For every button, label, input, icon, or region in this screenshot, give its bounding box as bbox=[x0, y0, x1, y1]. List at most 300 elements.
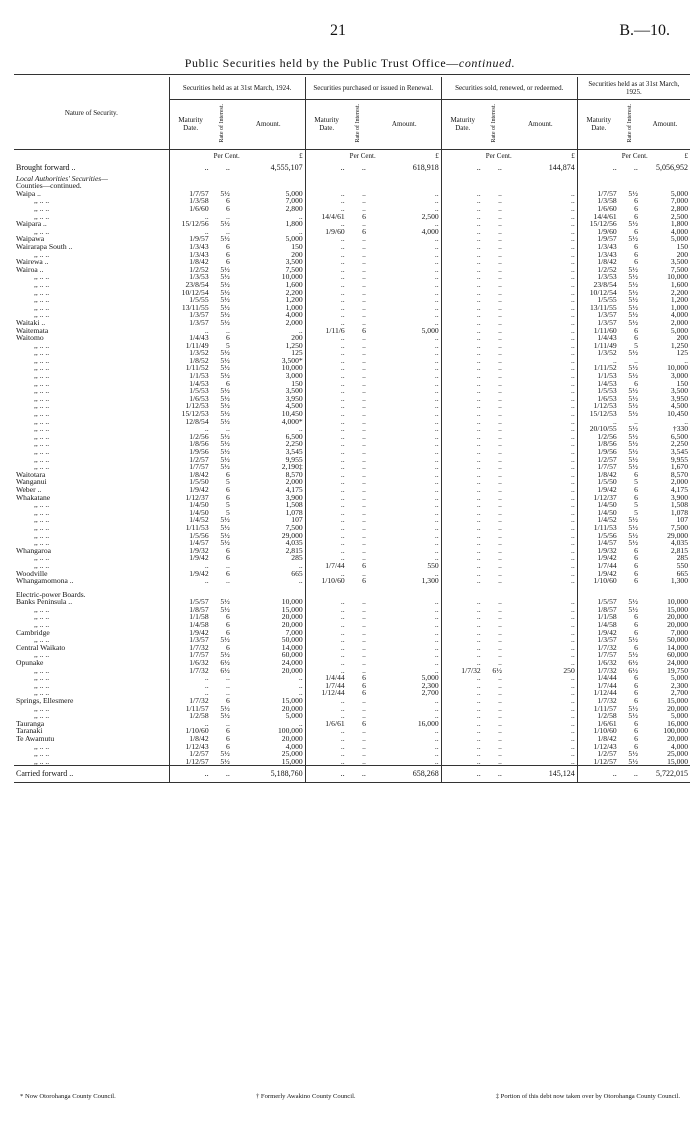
footnote-star: * Now Otorohanga County Council. bbox=[20, 1093, 116, 1100]
maturity-date-cell: .. bbox=[340, 310, 345, 320]
security-name-text: ,, .. .. bbox=[34, 538, 50, 548]
maturity-date-cell: 1/9/42 bbox=[597, 627, 617, 637]
security-name-text: Woodville bbox=[16, 568, 48, 578]
maturity-date-cell: 1/8/42 bbox=[597, 733, 617, 743]
rate-cell: .. bbox=[498, 484, 502, 494]
maturity-date-cell: 1/11/57 bbox=[185, 703, 209, 713]
rate-cell: 6 bbox=[226, 378, 230, 388]
maturity-date-cell: .. bbox=[476, 538, 481, 548]
amount-cell: .. bbox=[232, 720, 305, 728]
rate-cell: .. bbox=[498, 196, 502, 206]
amount-cell: .. bbox=[504, 334, 577, 342]
rate-cell: 6 bbox=[634, 560, 638, 570]
maturity-date-cell: .. bbox=[476, 642, 481, 652]
security-name-text: ,, .. .. bbox=[34, 409, 50, 419]
amount-cell: .. bbox=[504, 425, 577, 433]
rate-cell: .. bbox=[498, 340, 502, 350]
security-name-text: Tauranga bbox=[16, 718, 45, 728]
maturity-date-cell: 1/8/42 bbox=[189, 469, 209, 479]
security-name-text: ,, .. .. bbox=[34, 371, 50, 381]
maturity-date-cell: .. bbox=[340, 272, 345, 282]
security-name-text: ,, .. .. bbox=[34, 530, 50, 540]
rate-cell: .. bbox=[362, 409, 366, 419]
rate-cell: 5½ bbox=[220, 348, 230, 358]
maturity-date-cell: .. bbox=[340, 188, 345, 198]
maturity-date-cell: .. bbox=[476, 741, 481, 751]
maturity-date-cell: 1/3/57 bbox=[189, 317, 209, 327]
amount-header: Amount. bbox=[640, 100, 690, 150]
maturity-date-cell: .. bbox=[476, 279, 481, 289]
amount-cell: .. bbox=[504, 539, 577, 547]
rate-cell: 6 bbox=[634, 204, 638, 213]
carried-forward-row bbox=[14, 766, 690, 783]
security-row bbox=[14, 364, 690, 372]
amount-cell: 1,250 bbox=[670, 340, 688, 350]
security-name-text: ,, .. .. bbox=[34, 604, 50, 614]
security-name-text: ,, .. .. bbox=[34, 703, 50, 713]
amount-cell: .. bbox=[368, 380, 441, 388]
amount-cell: 16,000 bbox=[368, 720, 441, 728]
amount-cell: .. bbox=[504, 205, 577, 213]
amount-cell: 5,000 bbox=[232, 235, 305, 243]
maturity-date-cell: 1/4/53 bbox=[189, 378, 209, 388]
security-name-text: ,, .. .. bbox=[34, 279, 50, 289]
amount-cell: 4,000 bbox=[368, 228, 441, 236]
maturity-date-cell: .. bbox=[340, 454, 345, 464]
rate-cell: 5½ bbox=[628, 363, 638, 373]
rate-cell: .. bbox=[362, 741, 366, 751]
amount-cell: 4,500 bbox=[232, 402, 305, 410]
security-row bbox=[14, 494, 690, 502]
amount-cell: .. bbox=[368, 743, 441, 751]
maturity-date-cell: 1/9/32 bbox=[189, 545, 209, 555]
security-row bbox=[14, 190, 690, 198]
maturity-date-cell: .. bbox=[476, 272, 481, 282]
units-label-cell bbox=[14, 149, 169, 161]
amount-cell: 8,570 bbox=[232, 471, 305, 479]
rate-cell: 5½ bbox=[628, 635, 638, 645]
maturity-date-cell: .. bbox=[476, 386, 481, 396]
amount-cell: .. bbox=[232, 562, 305, 570]
amount-cell: 3,950 bbox=[670, 393, 688, 403]
maturity-date-cell: 1/7/32 bbox=[461, 665, 481, 675]
amount-cell: 60,000 bbox=[232, 651, 305, 659]
security-name-text: ,, .. .. bbox=[34, 249, 50, 259]
amount-cell: .. bbox=[504, 486, 577, 494]
rate-cell: .. bbox=[362, 363, 366, 373]
rate-cell: .. bbox=[362, 462, 366, 472]
security-row bbox=[14, 735, 690, 743]
amount-cell: 2,800 bbox=[670, 204, 688, 213]
nature-header: Nature of Security. bbox=[14, 77, 169, 149]
amount-cell: 4,000 bbox=[670, 741, 688, 751]
rate-cell: 5½ bbox=[628, 522, 638, 532]
rate-cell: 5½ bbox=[220, 538, 230, 548]
rate-cell: .. bbox=[226, 688, 230, 698]
security-row bbox=[14, 319, 690, 327]
maturity-date-cell: .. bbox=[476, 416, 481, 426]
maturity-date-cell: 1/11/49 bbox=[185, 340, 209, 350]
empty-cell bbox=[484, 175, 504, 183]
maturity-date-cell: .. bbox=[340, 439, 345, 449]
rate-cell: .. bbox=[498, 409, 502, 419]
rate-cell: 6 bbox=[634, 257, 638, 267]
security-name-text: ,, .. .. bbox=[34, 386, 50, 396]
maturity-date-cell: 1/9/56 bbox=[189, 447, 209, 456]
rate-cell: .. bbox=[498, 726, 502, 736]
amount-cell: .. bbox=[504, 448, 577, 456]
amount-cell: .. bbox=[504, 296, 577, 304]
page-number: 21 bbox=[330, 22, 346, 39]
security-name-text: Waitaki .. bbox=[16, 317, 46, 327]
rate-cell: 5½ bbox=[220, 530, 230, 540]
rate-cell: 5½ bbox=[220, 431, 230, 441]
rate-cell: .. bbox=[362, 257, 366, 267]
security-row bbox=[14, 380, 690, 388]
rate-cell: 5½ bbox=[628, 447, 638, 456]
unit-amount-label: £ bbox=[368, 149, 441, 161]
total-amount-cell: 4,555,107 bbox=[232, 161, 305, 175]
amount-cell: 4,175 bbox=[670, 484, 688, 494]
amount-cell: .. bbox=[504, 532, 577, 540]
rate-cell: 6 bbox=[362, 211, 366, 221]
amount-cell: .. bbox=[504, 570, 577, 578]
rate-cell: .. bbox=[498, 279, 502, 289]
rate-cell: .. bbox=[498, 469, 502, 479]
amount-cell: 125 bbox=[676, 348, 688, 358]
amount-cell: .. bbox=[368, 524, 441, 532]
maturity-date-cell: 1/7/32 bbox=[597, 665, 617, 675]
rate-cell: 5½ bbox=[628, 348, 638, 358]
amount-cell: .. bbox=[368, 712, 441, 720]
amount-cell: 15,000 bbox=[232, 606, 305, 614]
maturity-date-cell: .. bbox=[476, 469, 481, 479]
security-name-text: ,, .. .. bbox=[34, 688, 50, 698]
amount-cell: 20,000 bbox=[232, 705, 305, 713]
amount-cell: 1,200 bbox=[670, 295, 688, 305]
rate-cell: 5½ bbox=[220, 219, 230, 229]
security-row bbox=[14, 471, 690, 479]
maturity-date-cell: 1/4/57 bbox=[597, 538, 617, 548]
unit-rate-label: Per Cent. bbox=[621, 151, 648, 160]
maturity-date-cell: 1/12/57 bbox=[185, 756, 209, 766]
amount-cell: .. bbox=[504, 289, 577, 297]
security-row bbox=[14, 220, 690, 228]
rate-cell: .. bbox=[226, 211, 230, 221]
amount-cell: 1,600 bbox=[232, 281, 305, 289]
rate-cell: .. bbox=[498, 462, 502, 472]
rate-cell: 5½ bbox=[220, 188, 230, 198]
rate-cell: .. bbox=[498, 310, 502, 320]
rate-cell: .. bbox=[361, 162, 366, 172]
security-row bbox=[14, 289, 690, 297]
rate-cell: .. bbox=[362, 264, 366, 274]
security-row bbox=[14, 532, 690, 540]
rate-cell: 6 bbox=[634, 680, 638, 690]
maturity-date-cell: 15/12/53 bbox=[181, 409, 209, 419]
maturity-date-cell: .. bbox=[476, 204, 481, 213]
amount-cell: 15,000 bbox=[667, 604, 688, 614]
empty-cell bbox=[368, 182, 441, 190]
rate-cell: .. bbox=[498, 401, 502, 411]
amount-cell: 3,545 bbox=[670, 447, 688, 456]
rate-cell: 5½ bbox=[628, 401, 638, 411]
rate-cell: 5½ bbox=[220, 234, 230, 244]
amount-cell: .. bbox=[368, 532, 441, 540]
security-row bbox=[14, 621, 690, 629]
rate-cell: 5½ bbox=[220, 371, 230, 381]
rate-cell: .. bbox=[362, 249, 366, 259]
rate-cell: 5½ bbox=[628, 279, 638, 289]
amount-cell: .. bbox=[504, 220, 577, 228]
maturity-date-cell: 1/9/60 bbox=[597, 226, 617, 236]
amount-cell: 5,000 bbox=[670, 711, 688, 721]
rate-of-interest-header bbox=[212, 100, 232, 150]
maturity-date-cell: 1/2/52 bbox=[189, 264, 209, 274]
maturity-date-cell: 1/7/57 bbox=[597, 650, 617, 660]
rate-cell: 6½ bbox=[220, 658, 230, 668]
rate-cell: 6 bbox=[226, 257, 230, 267]
maturity-date-cell: 1/9/42 bbox=[189, 484, 209, 494]
rate-cell: 6 bbox=[226, 733, 230, 743]
amount-cell: 25,000 bbox=[667, 749, 688, 759]
maturity-date-cell: .. bbox=[476, 211, 481, 221]
rate-cell: 6 bbox=[226, 484, 230, 494]
security-row bbox=[14, 750, 690, 758]
security-name-text: Waitotara bbox=[16, 469, 46, 479]
rate-cell: .. bbox=[498, 492, 502, 502]
rate-cell: 6 bbox=[226, 642, 230, 652]
rate-cell: 6 bbox=[226, 249, 230, 259]
maturity-date-cell: .. bbox=[476, 711, 481, 721]
rate-cell: 6 bbox=[226, 696, 230, 705]
rate-cell: 5½ bbox=[628, 515, 638, 525]
security-name-text: Wairewa .. bbox=[16, 257, 49, 267]
maturity-date-cell: 1/8/57 bbox=[189, 604, 209, 614]
security-row bbox=[14, 516, 690, 524]
amount-cell: 2,000 bbox=[232, 319, 305, 327]
rate-cell: 6 bbox=[634, 469, 638, 479]
maturity-date-cell: .. bbox=[340, 507, 345, 517]
rate-cell: .. bbox=[362, 333, 366, 343]
maturity-date-cell: .. bbox=[476, 226, 481, 236]
maturity-date-cell: .. bbox=[169, 766, 212, 783]
amount-cell: 1,800 bbox=[232, 220, 305, 228]
security-name-text: ,, .. .. bbox=[34, 302, 50, 312]
rate-cell: .. bbox=[362, 568, 366, 578]
amount-cell: 50,000 bbox=[232, 636, 305, 644]
rate-cell: 5½ bbox=[628, 711, 638, 721]
amount-cell: .. bbox=[504, 705, 577, 713]
amount-cell: .. bbox=[504, 319, 577, 327]
rate-cell: .. bbox=[362, 287, 366, 297]
maturity-date-cell: 1/12/44 bbox=[593, 688, 617, 698]
security-row bbox=[14, 501, 690, 509]
empty-cell bbox=[640, 175, 690, 183]
maturity-date-cell: .. bbox=[340, 431, 345, 441]
security-name-text: Taranaki bbox=[16, 726, 43, 736]
maturity-date-cell: .. bbox=[476, 484, 481, 494]
amount-cell: 107 bbox=[676, 515, 688, 525]
maturity-date-cell: 1/4/44 bbox=[325, 673, 345, 683]
rate-cell: .. bbox=[498, 741, 502, 751]
maturity-date-cell: 1/11/57 bbox=[593, 703, 617, 713]
amount-cell: 50,000 bbox=[667, 635, 688, 645]
maturity-date-cell: 1/9/42 bbox=[189, 568, 209, 578]
amount-cell: .. bbox=[368, 418, 441, 426]
maturity-date-cell: .. bbox=[476, 340, 481, 350]
maturity-date-cell: .. bbox=[340, 665, 345, 675]
amount-cell: .. bbox=[368, 727, 441, 735]
security-name-text: ,, .. .. bbox=[34, 363, 50, 373]
maturity-date-cell: .. bbox=[340, 612, 345, 622]
security-row bbox=[14, 311, 690, 319]
rate-cell: .. bbox=[498, 500, 502, 510]
security-name-text: Whangamomona .. bbox=[16, 576, 74, 586]
amount-cell: .. bbox=[368, 478, 441, 486]
amount-cell: 2,700 bbox=[670, 688, 688, 698]
maturity-date-cell: .. bbox=[340, 515, 345, 525]
rate-cell: 5½ bbox=[220, 515, 230, 525]
maturity-date-cell: 1/9/42 bbox=[597, 484, 617, 494]
rate-cell: 6 bbox=[634, 226, 638, 236]
security-name-text: ,, .. .. bbox=[34, 401, 50, 411]
maturity-date-cell: .. bbox=[340, 295, 345, 305]
maturity-date-cell: .. bbox=[340, 711, 345, 721]
maturity-date-cell: 1/4/50 bbox=[597, 500, 617, 510]
maturity-date-cell: .. bbox=[476, 302, 481, 312]
security-name-text: Central Waikato bbox=[16, 642, 66, 652]
rate-cell: 5½ bbox=[628, 302, 638, 312]
maturity-date-cell: 1/11/60 bbox=[593, 325, 617, 335]
units-blank-cell bbox=[577, 149, 620, 161]
amount-cell: .. bbox=[368, 501, 441, 509]
security-name-text: ,, .. .. bbox=[34, 348, 50, 358]
footnote-double-dagger: ‡ Portion of this debt now taken over by Otorohanga County Council. bbox=[495, 1093, 680, 1100]
maturity-date-cell: .. bbox=[476, 492, 481, 502]
rate-cell: 5½ bbox=[220, 635, 230, 645]
amount-cell: 9,955 bbox=[232, 456, 305, 464]
security-name-text: ,, .. .. bbox=[34, 711, 50, 721]
maturity-date-cell: 1/3/43 bbox=[597, 241, 617, 251]
amount-cell: 3,900 bbox=[670, 492, 688, 502]
amount-cell: 10,000 bbox=[232, 364, 305, 372]
maturity-date-cell: 1/12/43 bbox=[593, 741, 617, 751]
amount-cell: .. bbox=[504, 387, 577, 395]
amount-cell: .. bbox=[504, 727, 577, 735]
amount-cell: 550 bbox=[368, 562, 441, 570]
rate-cell: 5 bbox=[634, 477, 638, 487]
rate-cell: 5½ bbox=[628, 431, 638, 441]
amount-cell: 7,000 bbox=[670, 627, 688, 637]
units-blank-cell bbox=[169, 149, 212, 161]
maturity-date-cell: .. bbox=[476, 447, 481, 456]
security-row bbox=[14, 547, 690, 555]
maturity-date-cell: 1/6/32 bbox=[597, 658, 617, 668]
amount-cell: .. bbox=[368, 554, 441, 562]
rate-cell: 5½ bbox=[628, 462, 638, 472]
rate-cell: 6 bbox=[634, 673, 638, 683]
maturity-date-cell: .. bbox=[340, 741, 345, 751]
maturity-date-cell: 1/5/53 bbox=[189, 386, 209, 396]
amount-cell: 285 bbox=[676, 553, 688, 563]
security-row bbox=[14, 395, 690, 403]
amount-cell: 4,000* bbox=[232, 418, 305, 426]
security-name-text: ,, .. .. bbox=[34, 226, 50, 236]
rate-cell: .. bbox=[498, 538, 502, 548]
maturity-date-cell: 10/12/54 bbox=[181, 287, 209, 297]
maturity-date-cell: .. bbox=[340, 234, 345, 244]
rate-cell: .. bbox=[362, 635, 366, 645]
amount-cell: 29,000 bbox=[667, 530, 688, 540]
total-amount-cell: 618,918 bbox=[368, 161, 441, 175]
maturity-date-cell: .. bbox=[476, 257, 481, 267]
maturity-date-cell: .. bbox=[340, 257, 345, 267]
maturity-date-cell: .. bbox=[476, 718, 481, 728]
amount-cell: .. bbox=[368, 258, 441, 266]
rate-cell: 5½ bbox=[628, 317, 638, 327]
rate-cell: .. bbox=[498, 234, 502, 244]
maturity-date-cell: .. bbox=[340, 393, 345, 403]
amount-cell: .. bbox=[504, 251, 577, 259]
maturity-date-cell: 14/4/61 bbox=[593, 211, 617, 221]
maturity-date-cell: 1/6/61 bbox=[597, 718, 617, 728]
maturity-date-cell: .. bbox=[476, 545, 481, 555]
amount-cell: 10,000 bbox=[232, 273, 305, 281]
amount-cell: 200 bbox=[676, 249, 688, 259]
rate-cell: .. bbox=[498, 431, 502, 441]
security-row bbox=[14, 613, 690, 621]
maturity-date-cell: 1/10/60 bbox=[185, 726, 209, 736]
maturity-date-cell: .. bbox=[340, 462, 345, 472]
rate-cell: 6 bbox=[226, 568, 230, 578]
rate-cell: .. bbox=[498, 673, 502, 683]
rate-cell: 6 bbox=[634, 726, 638, 736]
rate-cell: .. bbox=[498, 560, 502, 570]
amount-cell: 200 bbox=[676, 333, 688, 343]
security-name-text: ,, .. .. bbox=[34, 355, 50, 365]
rate-cell: 5½ bbox=[628, 188, 638, 198]
rate-cell: .. bbox=[362, 612, 366, 622]
maturity-date-cell: 1/8/42 bbox=[597, 257, 617, 267]
maturity-date-cell: .. bbox=[340, 317, 345, 327]
rate-cell: 6 bbox=[226, 204, 230, 213]
rate-cell: .. bbox=[226, 226, 230, 236]
rate-cell: 5½ bbox=[628, 393, 638, 403]
subsection-heading-row bbox=[14, 591, 690, 599]
maturity-date-cell: .. bbox=[476, 612, 481, 622]
rate-cell: 5½ bbox=[628, 409, 638, 419]
rate-cell: 5½ bbox=[220, 355, 230, 365]
security-row bbox=[14, 258, 690, 266]
maturity-date-cell: 1/8/56 bbox=[189, 439, 209, 449]
rate-cell: .. bbox=[362, 733, 366, 743]
rate-cell: 5½ bbox=[220, 604, 230, 614]
maturity-date-cell: 1/7/57 bbox=[597, 462, 617, 472]
security-name-text: Whakatane bbox=[16, 492, 51, 502]
amount-cell: .. bbox=[504, 273, 577, 281]
brought-forward-row bbox=[14, 161, 690, 175]
rate-cell: 6 bbox=[634, 576, 638, 586]
amount-cell: .. bbox=[504, 758, 577, 766]
security-name-text: ,, .. .. bbox=[34, 340, 50, 350]
amount-cell: .. bbox=[368, 697, 441, 705]
rate-cell: .. bbox=[362, 386, 366, 396]
maturity-date-cell: .. bbox=[476, 371, 481, 381]
amount-cell: 1,000 bbox=[670, 302, 688, 312]
amount-cell: 9,955 bbox=[670, 454, 688, 464]
amount-cell: .. bbox=[368, 705, 441, 713]
